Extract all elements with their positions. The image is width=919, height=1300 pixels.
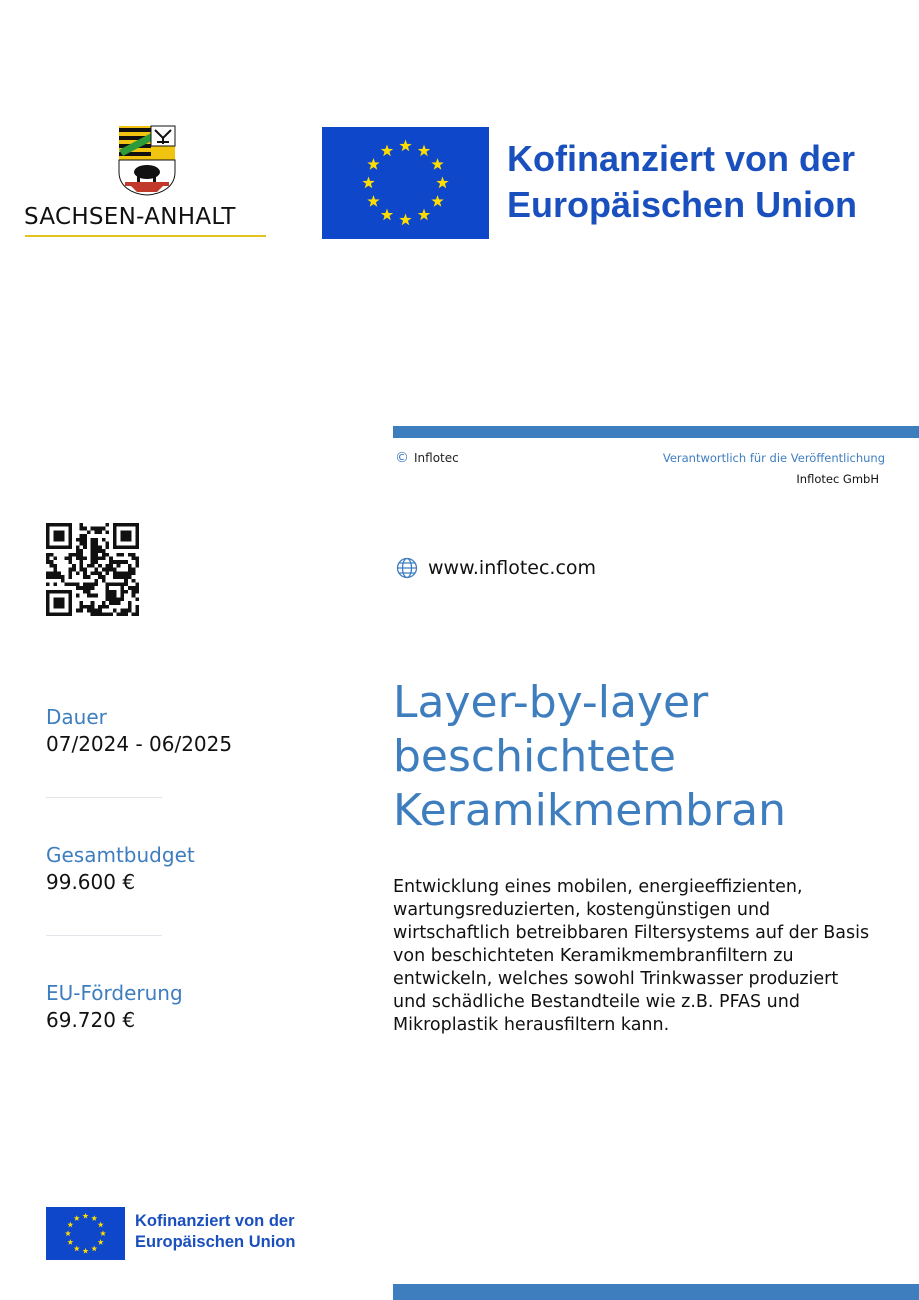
copyright-icon: © (395, 450, 409, 466)
bottom-accent-bar (393, 1284, 919, 1300)
sachsen-anhalt-logo (24, 124, 269, 242)
project-title (393, 676, 893, 838)
region-logo-text: SACHSEN-ANHALT (24, 204, 236, 230)
duration-label: Dauer (46, 705, 107, 729)
title-line-2: beschichtete (393, 731, 676, 782)
eu-funding-line-2: Europäischen Union (135, 1233, 296, 1251)
project-description: Entwicklung eines mobilen, energieeffizienten, wartungsreduzierten, kostengünstigen und wirtschaftlich betreibbaren Filtersystems auf der Basis von beschichteten Keramikmembranfiltern zu entwickeln, welches sowohl Trinkwasser produziert und schädliche Bestandteile wie z.B. PFAS und Mikroplastik herausfiltern kann. (393, 877, 870, 1035)
coat-of-arms-icon (117, 124, 177, 196)
copyright-line (395, 450, 459, 466)
title-line-3: Keramikmembran (393, 785, 787, 836)
eu-flag-icon (46, 1207, 125, 1260)
eu-funding-line-1: Kofinanziert von der (507, 138, 856, 179)
title-line-1: Layer-by-layer (393, 677, 709, 728)
qr-code[interactable] (46, 523, 139, 616)
eu-funding-label: EU-Förderung (46, 981, 183, 1005)
eu-funding-statement (507, 136, 907, 228)
eu-funding-statement-footer (135, 1211, 295, 1253)
responsible-label: Verantwortlich für die Veröffentlichung (662, 451, 885, 465)
logo-underline (25, 235, 266, 237)
copyright-holder: Inflotec (414, 451, 459, 465)
eu-funding-line-1: Kofinanziert von der (135, 1212, 295, 1230)
top-accent-bar (393, 426, 919, 438)
duration-value: 07/2024 - 06/2025 (46, 732, 233, 756)
eu-flag-icon (322, 127, 489, 239)
divider (46, 935, 162, 936)
budget-label: Gesamtbudget (46, 843, 195, 867)
budget-value: 99.600 € (46, 870, 136, 894)
website-link[interactable]: www.inflotec.com (428, 557, 597, 579)
eu-funding-line-2: Europäischen Union (507, 184, 858, 225)
divider (46, 797, 162, 798)
globe-icon (396, 557, 418, 579)
eu-funding-value: 69.720 € (46, 1008, 136, 1032)
responsible-name: Inflotec GmbH (796, 472, 879, 486)
